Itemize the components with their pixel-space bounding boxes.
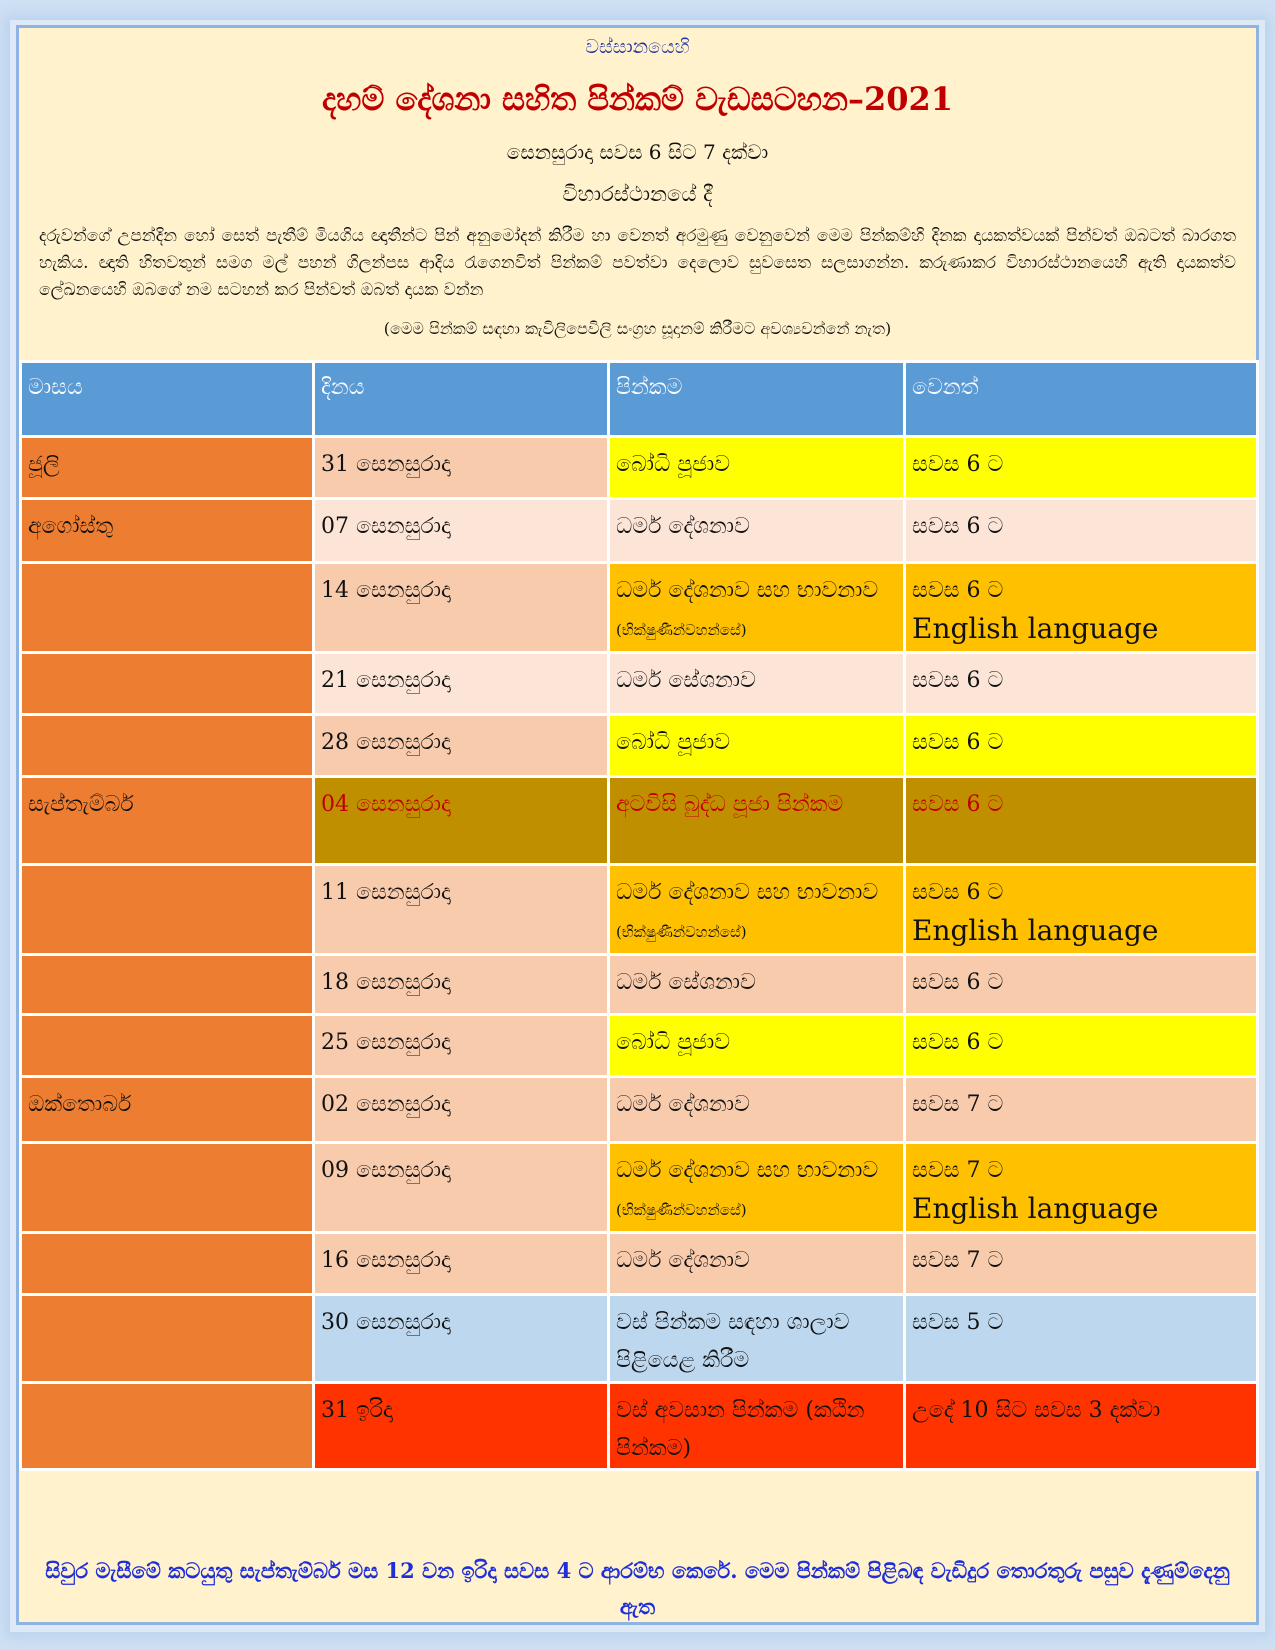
table-row	[21, 653, 1258, 715]
other-cell	[905, 1143, 1258, 1233]
event-cell-text: ධර්ම දේශනාව සහ භාවනාව	[616, 578, 879, 603]
event-note: (භික්ෂුණීන්වහන්සේ)	[616, 621, 747, 639]
month-cell	[21, 777, 314, 865]
column-header-event: පින්කම	[609, 362, 905, 437]
date-cell-text: 16 සෙනසුරාදා	[321, 1248, 451, 1273]
event-cell-text: වස් පින්කම සඳහා ශාලාව පිළියෙළ කිරීම	[616, 1310, 850, 1373]
other-cell	[905, 653, 1258, 715]
table-header-row	[21, 362, 1258, 437]
event-cell	[609, 1143, 905, 1233]
table-row	[21, 1383, 1258, 1470]
other-cell	[905, 499, 1258, 563]
month-cell	[21, 1077, 314, 1143]
other-cell-text: සවස 6 ට	[912, 730, 1004, 755]
other-cell	[905, 777, 1258, 865]
date-cell-text: 21 සෙනසුරාදා	[321, 668, 451, 693]
date-cell	[314, 1295, 609, 1383]
table-row	[21, 715, 1258, 777]
table-row	[21, 1295, 1258, 1383]
other-cell	[905, 865, 1258, 955]
date-cell	[314, 563, 609, 653]
schedule-header	[19, 28, 1256, 360]
date-cell	[314, 865, 609, 955]
table-row	[21, 955, 1258, 1015]
event-cell	[609, 777, 905, 865]
event-cell	[609, 499, 905, 563]
month-cell-text: අගෝස්තු	[28, 514, 114, 539]
date-cell	[314, 437, 609, 499]
other-cell-text: සවස 6 ට	[912, 578, 1004, 603]
other-cell	[905, 1015, 1258, 1077]
event-cell-text: ධර්ම දේශනාව	[616, 1092, 750, 1117]
month-cell	[21, 715, 314, 777]
date-cell-text: 09 සෙනසුරාදා	[321, 1158, 451, 1183]
event-cell-text: ධර්ම සේශනාව	[616, 970, 756, 995]
other-cell-text: සවස 6 ට	[912, 792, 1004, 817]
footer-note: සිවුර මැසීමේ කටයුතු සැප්තැම්බර් මස 12 වන ඉරිදා සවස 4 ට ආරම්භ කෙරේ. මෙම පින්කම් පිළිබඳ වැඩිදුර තොරතුරු පසුව දැණුම්දෙනු ඇත	[45, 1558, 1230, 1619]
schedule-body	[21, 437, 1258, 1470]
column-header-month: මාසය	[21, 362, 314, 437]
intro-paragraph: දරුවන්ගේ උපන්දින හෝ සෙත් පැතීම් මියගිය ඥාතීන්ට පින් අනුමෝදන් කිරීම හා වෙනත් අරමුණු වෙනුවෙන් මෙම පින්කම්හි දිනක දායකත්වයක් පින්වත් ඔබටත් බාරගත හැකිය. ඥාති හිතවතුන් සමග මල් පහන් ගිලන්පස ආදිය රැගෙනවිත් පින්කම් පවත්වා දෙලොව සුවසෙත සලසාගන්න. කරුණාකර විහාරස්ථානයෙහි ඇති දායකත්ව ලේඛනයෙහි ඔබගේ නම සටහන් කර පින්වත් ඔබත් දායක වන්න	[39, 226, 1236, 300]
date-cell	[314, 1077, 609, 1143]
month-cell	[21, 1295, 314, 1383]
time-subtitle: සෙනසුරාදා සවස 6 සිට 7 දක්වා	[506, 140, 769, 164]
other-cell-text: සවස 6 ට	[912, 880, 1004, 905]
event-note: (භික්ෂුණීන්වහන්සේ)	[616, 1201, 747, 1219]
other-cell-text: සවස 6 ට	[912, 970, 1004, 995]
date-cell-text: 31 සෙනසුරාදා	[321, 452, 451, 477]
month-cell	[21, 499, 314, 563]
date-cell	[314, 777, 609, 865]
month-cell	[21, 563, 314, 653]
other-cell	[905, 715, 1258, 777]
date-cell-text: 07 සෙනසුරාදා	[321, 514, 451, 539]
month-cell	[21, 1383, 314, 1470]
column-header-date: දිනය	[314, 362, 609, 437]
other-cell	[905, 1383, 1258, 1470]
date-cell	[314, 955, 609, 1015]
other-cell-text: සවස 6 ට	[912, 1030, 1004, 1055]
other-cell-text: සවස 6 ට	[912, 668, 1004, 693]
language-note: English language	[912, 612, 1159, 645]
event-cell	[609, 955, 905, 1015]
date-cell	[314, 1233, 609, 1295]
other-cell-text: සවස 6 ට	[912, 514, 1004, 539]
other-cell	[905, 437, 1258, 499]
schedule-sheet	[16, 25, 1259, 1625]
month-cell-text: ජූලි	[28, 452, 60, 477]
other-cell-text: සවස 7 ට	[912, 1248, 1004, 1273]
date-cell	[314, 1383, 609, 1470]
month-cell	[21, 437, 314, 499]
table-row	[21, 1015, 1258, 1077]
event-cell	[609, 1383, 905, 1470]
event-cell-text: ධර්ම දේශනාව සහ භාවනාව	[616, 880, 879, 905]
event-cell-text: බෝධි පූජාව	[616, 452, 731, 477]
month-cell	[21, 955, 314, 1015]
event-cell	[609, 1015, 905, 1077]
other-cell	[905, 1077, 1258, 1143]
event-cell-text: ධර්ම දේශනාව	[616, 514, 750, 539]
schedule-table	[19, 360, 1259, 1471]
page-title: දහම් දේශනා සහිත පින්කම් වැඩසටහන–2021	[321, 80, 954, 118]
event-cell	[609, 1077, 905, 1143]
date-cell-text: 30 සෙනසුරාදා	[321, 1310, 451, 1335]
event-cell	[609, 715, 905, 777]
table-row	[21, 563, 1258, 653]
event-cell	[609, 865, 905, 955]
table-row	[21, 1143, 1258, 1233]
note-text: (මෙම පින්කම් සඳහා කැවිලිපෙවිලි සංග්‍රහ සූදානම් කිරීමට අවශ්‍යවන්නේ නැත)	[383, 319, 892, 338]
other-cell	[905, 955, 1258, 1015]
other-cell	[905, 563, 1258, 653]
event-cell-text: ධර්ම දේශනාව සහ භාවනාව	[616, 1158, 879, 1183]
date-cell	[314, 1143, 609, 1233]
date-cell-text: 18 සෙනසුරාදා	[321, 970, 451, 995]
event-cell-text: වස් අවසාන පින්කම (කඨින පින්කම)	[616, 1398, 865, 1461]
event-cell	[609, 1233, 905, 1295]
month-cell-text: සැප්තැම්බර්	[28, 792, 134, 817]
date-cell	[314, 499, 609, 563]
date-cell	[314, 1015, 609, 1077]
table-row	[21, 499, 1258, 563]
month-cell	[21, 865, 314, 955]
table-row	[21, 777, 1258, 865]
month-cell	[21, 1233, 314, 1295]
month-cell	[21, 653, 314, 715]
other-cell-text: සවස 6 ට	[912, 452, 1004, 477]
table-row	[21, 1233, 1258, 1295]
other-cell	[905, 1233, 1258, 1295]
column-header-other: වෙනත්	[905, 362, 1258, 437]
table-row	[21, 865, 1258, 955]
event-cell	[609, 653, 905, 715]
date-cell-text: 04 සෙනසුරාදා	[321, 792, 451, 817]
location-subtitle: විහාරස්ථානයේ දී	[562, 182, 713, 206]
language-note: English language	[912, 1192, 1159, 1225]
date-cell-text: 31 ඉරිදා	[321, 1398, 393, 1423]
event-cell-text: ධර්ම දේශනාව	[616, 1248, 750, 1273]
other-cell-text: සවස 5 ට	[912, 1310, 1004, 1335]
date-cell-text: 28 සෙනසුරාදා	[321, 730, 451, 755]
date-cell-text: 25 සෙනසුරාදා	[321, 1030, 451, 1055]
event-cell-text: බෝධි පූජාව	[616, 730, 731, 755]
other-cell	[905, 1295, 1258, 1383]
other-cell-text: සවස 7 ට	[912, 1158, 1004, 1183]
table-row	[21, 1077, 1258, 1143]
other-cell-text: උදේ 10 සිට සවස 3 දක්වා	[912, 1398, 1161, 1423]
month-cell	[21, 1143, 314, 1233]
date-cell-text: 14 සෙනසුරාදා	[321, 578, 451, 603]
event-cell	[609, 563, 905, 653]
month-cell	[21, 1015, 314, 1077]
date-cell-text: 11 සෙනසුරාදා	[321, 880, 451, 905]
event-cell-text: ධර්ම සේශනාව	[616, 668, 756, 693]
event-cell	[609, 1295, 905, 1383]
date-cell	[314, 715, 609, 777]
date-cell-text: 02 සෙනසුරාදා	[321, 1092, 451, 1117]
event-cell-text: අටවිසි බුද්ධ පූජා පින්කම	[616, 792, 844, 817]
other-cell-text: සවස 7 ට	[912, 1092, 1004, 1117]
event-cell-text: බෝධි පූජාව	[616, 1030, 731, 1055]
date-cell	[314, 653, 609, 715]
event-cell	[609, 437, 905, 499]
table-row	[21, 437, 1258, 499]
top-label: වස්සානයෙහි	[585, 36, 690, 58]
event-note: (භික්ෂුණීන්වහන්සේ)	[616, 923, 747, 941]
language-note: English language	[912, 914, 1159, 947]
month-cell-text: ඔක්තොබර්	[28, 1092, 132, 1117]
